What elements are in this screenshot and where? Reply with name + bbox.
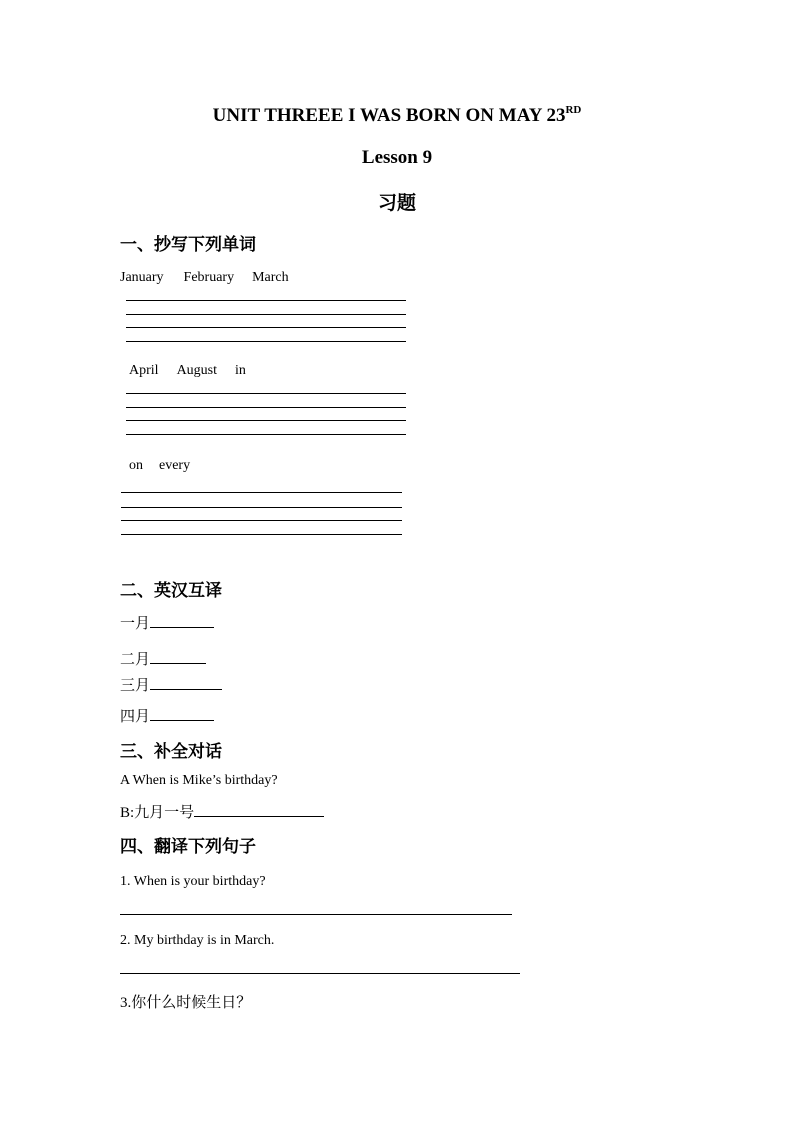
word: January [120, 270, 164, 285]
writing-line[interactable] [121, 507, 402, 508]
writing-line[interactable] [126, 434, 406, 435]
answer-blank[interactable] [150, 649, 206, 664]
item-label: 三月 [120, 678, 151, 694]
word: August [176, 363, 218, 378]
page-title [0, 104, 794, 127]
translate-item [120, 648, 206, 669]
word-group-1 [120, 270, 289, 286]
writing-line[interactable] [126, 393, 406, 394]
writing-line[interactable] [126, 407, 406, 408]
dialogue-b-text: B:九月一号 [120, 805, 195, 821]
writing-line[interactable] [126, 341, 406, 342]
section1-heading: 一、抄写下列单词 [120, 235, 256, 254]
writing-line[interactable] [126, 314, 406, 315]
section2-heading: 二、英汉互译 [120, 581, 222, 600]
answer-line[interactable] [120, 914, 512, 915]
translate-item [120, 705, 214, 726]
exercise-title: 习题 [377, 193, 416, 214]
title-superscript: RD [565, 104, 582, 116]
section4-heading: 四、翻译下列句子 [120, 837, 256, 856]
writing-line[interactable] [121, 520, 402, 521]
item-label: 二月 [120, 652, 151, 668]
answer-blank[interactable] [150, 613, 214, 628]
dialogue-line-a: A When is Mike’s birthday? [120, 773, 278, 788]
word: February [183, 270, 235, 285]
writing-line[interactable] [121, 492, 402, 493]
answer-blank[interactable] [150, 706, 214, 721]
answer-blank[interactable] [150, 675, 222, 690]
sentence-1: 1. When is your birthday? [120, 874, 266, 889]
word-group-2 [129, 363, 246, 379]
word: April [129, 363, 159, 378]
word: every [159, 458, 191, 473]
writing-line[interactable] [126, 327, 406, 328]
title-main: UNIT THREEE I WAS BORN ON MAY 23 [212, 105, 566, 126]
answer-line[interactable] [120, 973, 520, 974]
translate-item [120, 612, 214, 633]
writing-line[interactable] [126, 300, 406, 301]
sentence-3: 3.你什么时候生日？ [120, 995, 252, 1011]
word: March [252, 270, 289, 285]
translate-item [120, 674, 222, 695]
item-label: 四月 [120, 709, 151, 725]
lesson-title: Lesson 9 [361, 147, 433, 168]
word: on [129, 458, 143, 473]
item-label: 一月 [120, 616, 151, 632]
dialogue-line-b [120, 801, 324, 822]
word-group-3 [129, 458, 190, 474]
sentence-2: 2. My birthday is in March. [120, 933, 275, 948]
writing-line[interactable] [126, 420, 406, 421]
answer-blank[interactable] [194, 802, 324, 817]
word: in [235, 363, 246, 378]
section3-heading: 三、补全对话 [120, 742, 222, 761]
writing-line[interactable] [121, 534, 402, 535]
